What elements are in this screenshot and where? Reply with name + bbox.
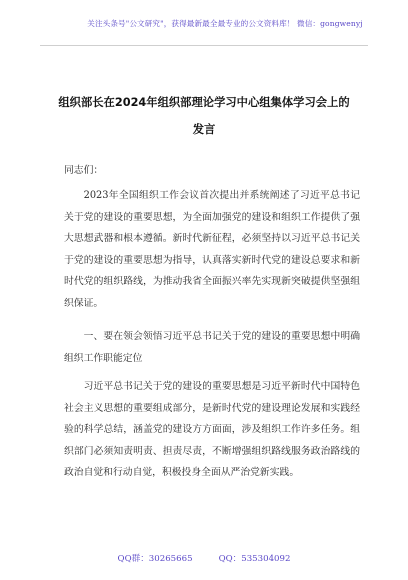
footer-qq: QQ：535304092 <box>218 554 291 564</box>
footer-qq-group: QQ群：30265665 <box>117 554 193 564</box>
header-divider <box>40 45 368 46</box>
section-heading-1: 一、要在领会领悟习近平总书记关于党的建设的重要思想中明确组织工作职能定位 <box>64 331 360 364</box>
salutation: 同志们： <box>64 165 104 176</box>
header-notice: 关注头条号"公文研究"，获得最新最全最专业的公文资料库！ 微信：gongwenyj <box>87 19 363 28</box>
document-title: 组织部长在2024年组织部理论学习中心组集体学习会上的 <box>58 96 350 109</box>
footer-contacts <box>0 552 408 564</box>
paragraph-intro: 2023年全国组织工作会议首次提出并系统阐述了习近平总书记关于党的建设的重要思想，为全面加强党的建设和组织工作提供了强大思想武器和根本遵循。新时代新征程，必须坚持以习近平总书记关于党的建设的重要思想为指导，认真落实新时代党的建设总要求和新时代党的组织路线，为推动我省全面振兴率先实现新突破提供坚强组织保证。 <box>64 190 360 309</box>
document-title-continued: 发言 <box>192 123 216 136</box>
paragraph-section-1: 习近平总书记关于党的建设的重要思想是习近平新时代中国特色社会主义思想的重要组成部分，是新时代党的建设理论发展和实践经验的科学总结，涵盖党的建设方方面面，涉及组织工作许多任务。组织部门必须知责明责、担责尽责，不断增强组织路线服务政治路线的政治自觉和行动自觉，积极投身全面从严治党新实践。 <box>64 381 360 478</box>
